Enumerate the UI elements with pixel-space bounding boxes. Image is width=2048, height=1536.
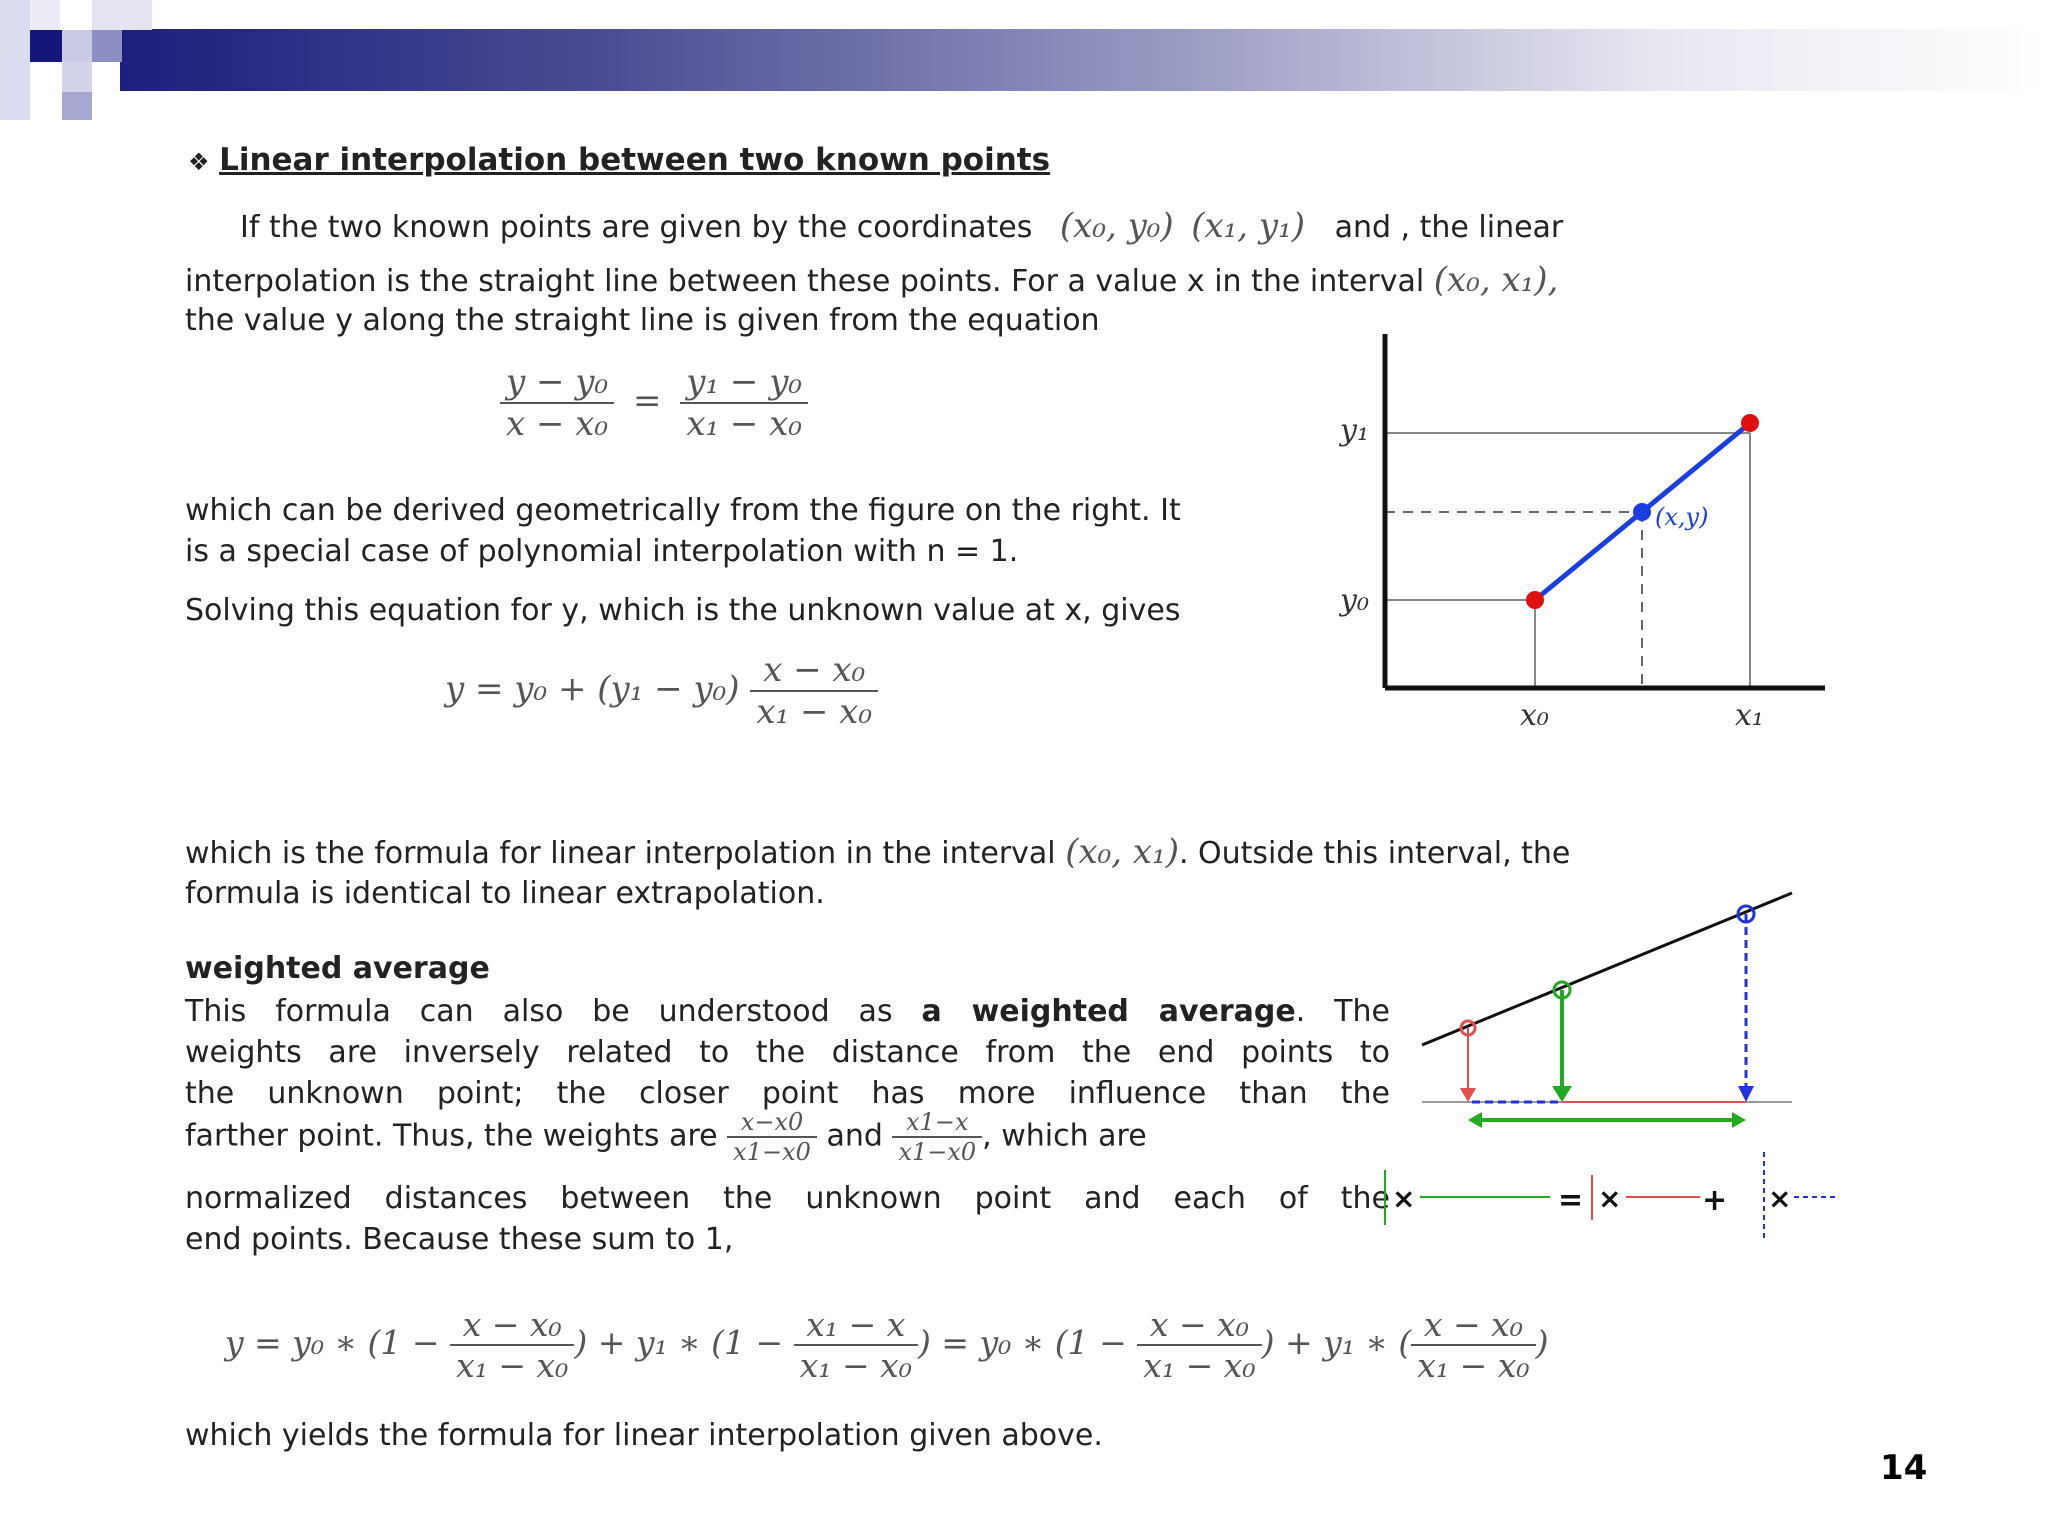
- extrapolation-line: [1422, 893, 1792, 1045]
- eq3-term: ) = y₀ ∗ (1 −: [918, 1323, 1127, 1362]
- page-number: 14: [1880, 1448, 1928, 1488]
- green-left-arrowhead: [1468, 1112, 1482, 1128]
- derived-line-3: Solving this equation for y, which is the unknown value at x, gives: [185, 593, 1181, 628]
- weight-1-numerator: x−x0: [727, 1108, 817, 1138]
- formula-text: . Outside this interval, the: [1178, 836, 1571, 871]
- intro-line-2: [185, 260, 1558, 302]
- closing-line: which yields the formula for linear interpolation given above.: [185, 1418, 1103, 1453]
- interval: (x₀, x₁): [1065, 832, 1179, 872]
- blue-arrowhead: [1738, 1086, 1754, 1102]
- formula-line-2: formula is identical to linear extrapolation.: [185, 876, 825, 911]
- derived-line-2: is a special case of polynomial interpolation with n = 1.: [185, 534, 1019, 569]
- bullet-icon: ❖: [188, 148, 210, 176]
- eq3-frac4-denominator: x₁ − x₀: [1417, 1346, 1530, 1385]
- eq3-term: ) + y₁ ∗ (1 −: [574, 1323, 784, 1362]
- eq3-frac3-numerator: x − x₀: [1137, 1305, 1261, 1346]
- green-right-arrowhead: [1732, 1112, 1746, 1128]
- weighted-line-4: [185, 1108, 1147, 1166]
- x0-label: x₀: [1520, 698, 1549, 733]
- red-arrowhead: [1460, 1088, 1476, 1102]
- weight-1-denominator: x1−x0: [733, 1138, 811, 1166]
- eq2-denominator: x₁ − x₀: [756, 692, 873, 732]
- intro-text: and , the linear: [1334, 210, 1564, 245]
- intro-line-1: [240, 206, 1563, 248]
- header-square: [92, 30, 122, 62]
- eq1-left-numerator: y − y₀: [500, 362, 614, 404]
- derived-line-1: which can be derived geometrically from the figure on the right. It: [185, 493, 1181, 528]
- eq3-frac2-denominator: x₁ − x₀: [799, 1346, 912, 1385]
- weighted-text: , which are: [982, 1118, 1147, 1154]
- weighted-emphasis: a weighted average: [921, 994, 1296, 1029]
- header-square: [0, 0, 30, 120]
- weighted-line-2: weights are inversely related to the distance from the end points to: [185, 1035, 1390, 1070]
- x-marker: ×: [1392, 1182, 1416, 1215]
- point-0: (x₀, y₀): [1059, 206, 1174, 246]
- eq3-frac4-numerator: x − x₀: [1411, 1305, 1535, 1346]
- equation-3: [225, 1305, 1548, 1385]
- weight-2-denominator: x1−x0: [898, 1138, 977, 1166]
- weighted-line-3: the unknown point; the closer point has more influence than the: [185, 1076, 1390, 1111]
- eq1-left-denominator: x − x₀: [506, 404, 609, 444]
- intro-line-3: the value y along the straight line is given from the equation: [185, 303, 1100, 338]
- header-square: [30, 30, 62, 62]
- eq3-frac3-denominator: x₁ − x₀: [1143, 1346, 1256, 1385]
- green-arrowhead: [1552, 1086, 1572, 1102]
- header-square: [30, 0, 60, 30]
- equation-2: [445, 650, 878, 732]
- eq3-term: y = y₀ ∗ (1 −: [225, 1323, 440, 1362]
- eq3-term: ): [1535, 1323, 1549, 1362]
- eq1-equals: =: [632, 381, 662, 421]
- point-1: (x₁, y₁): [1191, 206, 1306, 246]
- header-square: [92, 0, 152, 30]
- eq3-frac1-numerator: x − x₀: [450, 1305, 574, 1346]
- weighted-line-5: normalized distances between the unknown point and each of the: [185, 1181, 1390, 1216]
- section-heading: [188, 140, 1050, 183]
- header-gradient-band: [120, 29, 2048, 91]
- eq1-right-numerator: y₁ − y₀: [680, 362, 808, 404]
- y0-label: y₀: [1340, 583, 1369, 618]
- weighted-text: and: [826, 1118, 883, 1154]
- eq2-lhs: y = y₀ + (y₁ − y₀): [445, 669, 740, 709]
- plus-sign: +: [1702, 1183, 1728, 1218]
- x-marker: ×: [1598, 1182, 1622, 1215]
- heading-title: Linear interpolation between two known points: [219, 142, 1051, 178]
- header-square: [62, 62, 92, 92]
- intro-text: If the two known points are given by the coordinates: [240, 210, 1033, 245]
- weighted-line-1: [185, 991, 1390, 1032]
- eq3-term: ) + y₁ ∗ (: [1261, 1323, 1412, 1362]
- formula-line-1: [185, 832, 1570, 874]
- x1-label: x₁: [1735, 698, 1764, 733]
- end-point: [1741, 414, 1759, 432]
- point-label: (x,y): [1655, 503, 1709, 531]
- equals-sign: =: [1558, 1183, 1584, 1218]
- interval: (x₀, x₁),: [1433, 260, 1559, 300]
- eq3-frac2-numerator: x₁ − x: [794, 1305, 918, 1346]
- header-square: [62, 92, 92, 120]
- weighted-text: . The: [1295, 994, 1390, 1029]
- y1-label: y₁: [1340, 413, 1369, 448]
- equation-1: [500, 362, 808, 444]
- start-point: [1526, 591, 1544, 609]
- header-square: [62, 30, 92, 62]
- x-marker: ×: [1768, 1182, 1792, 1215]
- weighted-text: This formula can also be understood as: [185, 994, 893, 1029]
- eq1-right-denominator: x₁ − x₀: [686, 404, 803, 444]
- weighted-title: weighted average: [185, 951, 490, 986]
- weight-2-numerator: x1−x: [892, 1108, 982, 1138]
- interpolation-figure: [1330, 320, 1850, 740]
- weighted-average-figure: [1380, 880, 1840, 1260]
- eq3-frac1-denominator: x₁ − x₀: [456, 1346, 569, 1385]
- intro-text: interpolation is the straight line between these points. For a value x in the interval: [185, 264, 1425, 299]
- weighted-text: farther point. Thus, the weights are: [185, 1118, 718, 1154]
- weighted-line-6: end points. Because these sum to 1,: [185, 1222, 734, 1257]
- eq2-numerator: x − x₀: [750, 650, 878, 692]
- formula-text: which is the formula for linear interpolation in the interval: [185, 836, 1056, 871]
- unknown-point: [1633, 503, 1651, 521]
